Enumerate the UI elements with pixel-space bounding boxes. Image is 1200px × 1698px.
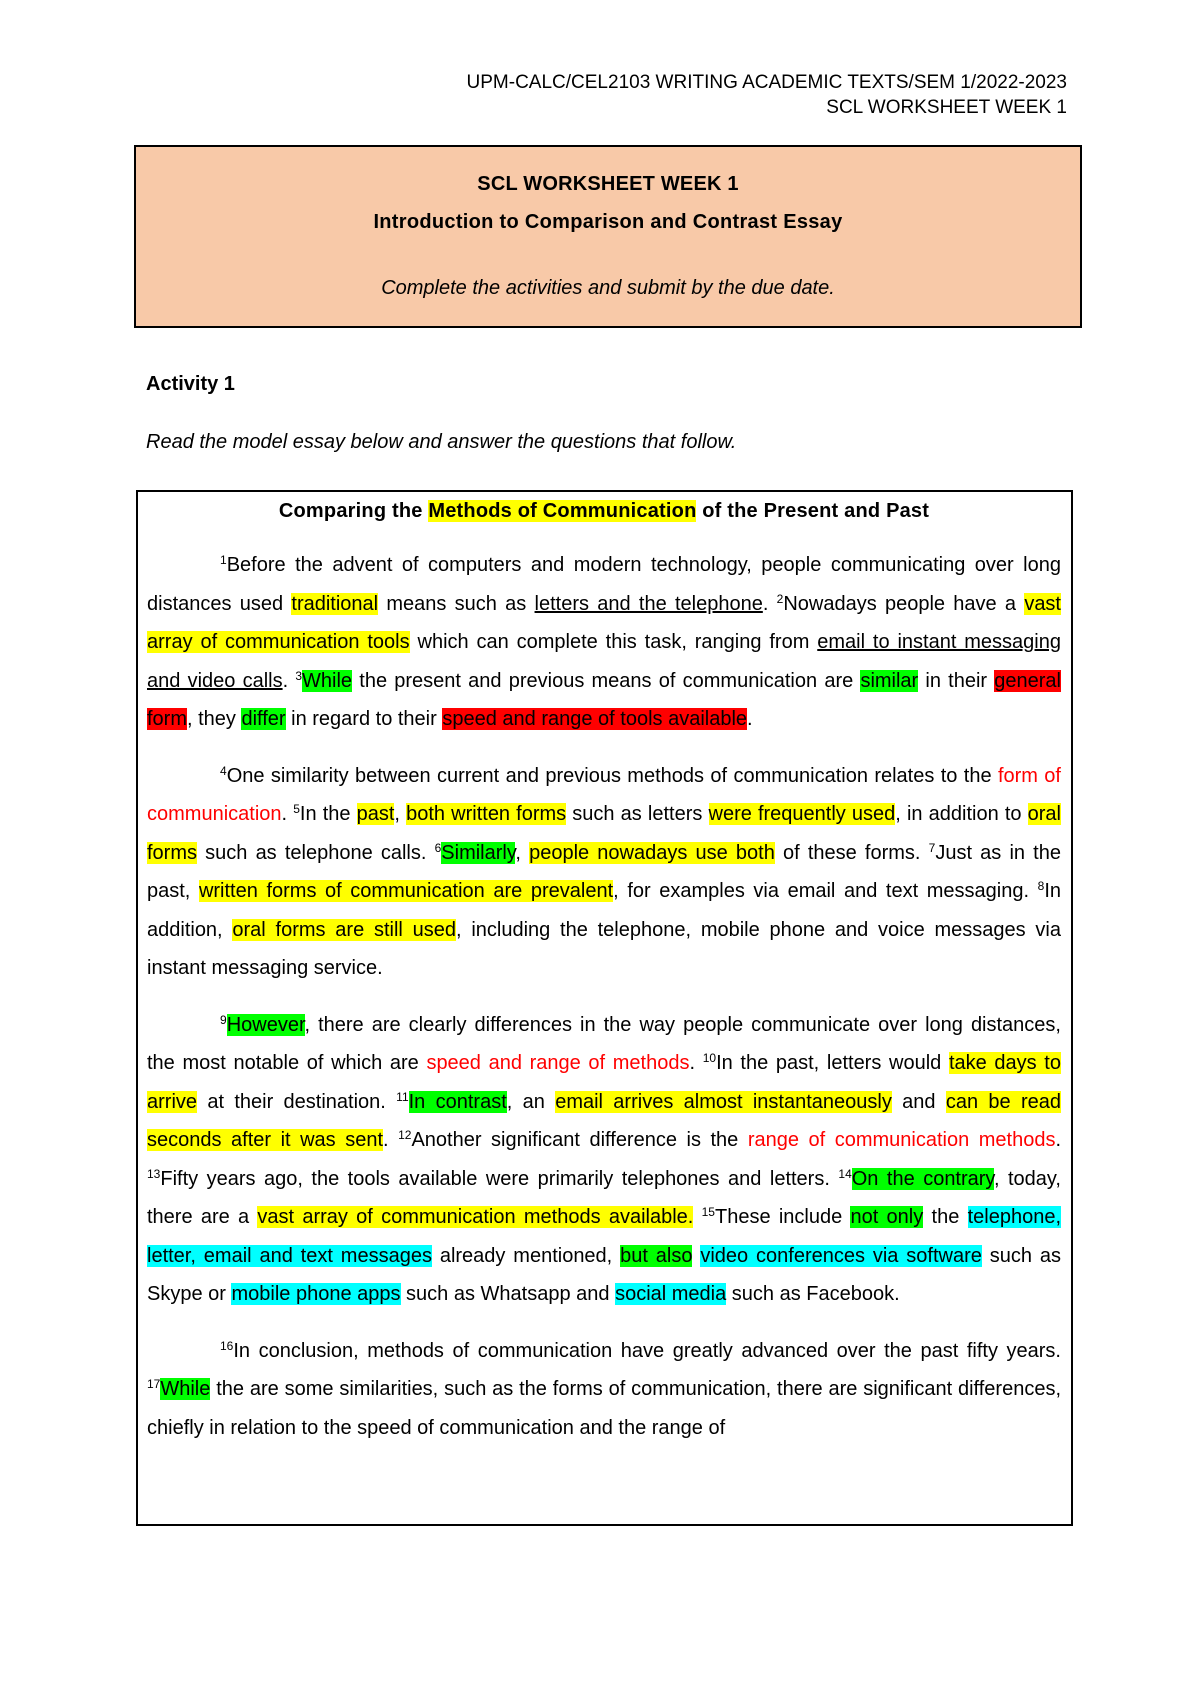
essay-paragraph-similarity [147,757,1061,988]
sentence-text: means such as [378,592,535,615]
highlight-yellow: traditional [291,592,379,615]
highlight-yellow: take days to arrive [147,1052,1061,1113]
highlight-yellow: oral forms are still used [232,918,456,941]
sentence-text: , an [506,1090,556,1113]
highlight-yellow: were frequently used [708,803,896,825]
sentence-text: the are some similarities, such as the forms of communication, there are significant differences, chiefly in relation to the speed of communication and the range of [147,1378,1061,1439]
highlight-green: but also [620,1244,693,1267]
sentence-number: 6 [434,840,442,855]
sentence-text: . [689,1052,703,1074]
highlight-green: On the contrary [851,1167,994,1190]
highlight-red: general form [147,669,1061,730]
highlight-green: However [226,1013,305,1036]
sentence-text: In addition, [147,880,1061,941]
sentence-text: . [282,669,296,692]
sentence-number: 15 [701,1205,715,1219]
sentence-number: 2 [776,591,784,606]
sentence-text: Fifty years ago, the tools available were primarily telephones and letters. [160,1167,839,1190]
essay-title-start: Comparing the [278,500,429,522]
activity-instruction: Read the model essay below and answer the questions that follow. [146,431,737,453]
sentence-text: , in addition to [895,803,1028,825]
sentence-text: , today, there are a [147,1167,1061,1228]
underlined-text: letters and the telephone [534,592,763,615]
sentence-text: . [383,1129,399,1151]
red-text: form of communication [147,764,1061,825]
sentence-text: the present and previous means of communication are [352,669,861,692]
sentence-text: such as Whatsapp and [400,1283,616,1305]
highlight-green: While [302,669,353,692]
sentence-number: 9 [220,1012,227,1027]
sentence-text: , there are clearly differences in the way people communicate over long distances, the most notable of which are [147,1013,1061,1074]
sentence-text: In conclusion, methods of communication have greatly advanced over the past fifty years. [233,1339,1061,1362]
sentence-text: . [762,592,777,615]
title-box [134,145,1082,328]
sentence-number: 4 [220,763,227,778]
highlight-green: similar [860,669,919,692]
sentence-number: 12 [398,1128,412,1142]
essay-paragraph-differences [147,1006,1061,1314]
sentence-text: in their [918,669,995,692]
sentence-text: of these forms. [774,841,929,864]
header-course-line: UPM-CALC/CEL2103 WRITING ACADEMIC TEXTS/SEM 1/2022-2023 [466,72,1067,93]
sentence-text: Another significant difference is the [411,1129,748,1151]
sentence-text: and [891,1090,946,1113]
sentence-number: 16 [220,1338,234,1353]
sentence-text: . [747,708,753,730]
sentence-text: Just as in the past, [147,841,1061,902]
highlight-yellow: both written forms [406,803,567,825]
essay-paragraph-introduction [147,546,1061,739]
highlight-cyan: video conferences via software [700,1244,982,1267]
sentence-text: Before the advent of computers and modern technology, people communicating over long distances used [147,554,1061,615]
sentence-text: , [515,841,530,864]
essay-box [136,490,1073,1526]
sentence-text: such as telephone calls. [197,841,435,864]
sentence-number: 5 [293,802,300,816]
header-worksheet-line: SCL WORKSHEET WEEK 1 [826,97,1067,118]
sentence-text: the [923,1206,968,1228]
sentence-text: such as Skype or [147,1244,1061,1305]
highlight-yellow: can be read seconds after it was sent [147,1090,1061,1151]
sentence-text: These include [714,1206,851,1228]
sentence-number: 1 [220,553,227,567]
essay-paragraph-conclusion [147,1332,1061,1448]
underlined-text: email to instant messaging and video calls [147,631,1061,692]
highlight-green: Similarly [441,841,516,864]
page-header [467,70,1067,120]
activity-heading: Activity 1 [146,373,235,395]
sentence-text [693,1206,701,1228]
highlight-yellow: vast array of communication tools [147,592,1061,653]
highlight-yellow: past [356,803,395,825]
essay-title [147,496,1061,526]
highlight-yellow: oral forms [147,803,1061,864]
highlight-green: differ [241,708,286,730]
sentence-number: 11 [396,1089,409,1104]
sentence-text: in regard to their [285,708,443,730]
sentence-text: such as letters [566,803,709,825]
sentence-number: 10 [702,1051,717,1065]
sentence-text: , including the telephone, mobile phone and voice messages via instant messaging service. [147,918,1061,979]
highlight-red: speed and range of tools available [442,708,748,730]
sentence-number: 3 [295,668,303,683]
sentence-number: 17 [147,1377,161,1391]
highlight-green: In contrast [408,1090,507,1113]
highlight-cyan: telephone, letter, email and text messages [147,1206,1061,1267]
highlight-yellow: vast array of communication methods available. [257,1206,694,1228]
red-text: range of communication methods [747,1129,1056,1151]
essay-title-highlight: Methods of Communication [428,500,697,522]
highlight-cyan: mobile phone apps [231,1283,401,1305]
sentence-text: , for examples via email and text messaging. [613,880,1038,902]
sentence-text: , [394,803,407,825]
highlight-green: While [160,1378,211,1400]
sentence-number: 14 [838,1166,852,1181]
sentence-text: In the past, letters would [716,1052,949,1074]
sentence-text: . [281,803,294,825]
sentence-text: . [1055,1129,1062,1151]
sentence-text: In the [299,803,357,825]
sentence-number: 8 [1037,879,1045,893]
worksheet-title: SCL WORKSHEET WEEK 1 [477,173,739,195]
highlight-yellow: people nowadays use both [529,841,775,864]
sentence-text: One similarity between current and previous methods of communication relates to the [226,764,998,787]
sentence-text: which can complete this task, ranging from [409,631,818,653]
sentence-text: Nowadays people have a [783,592,1025,615]
highlight-yellow: email arrives almost instantaneously [555,1090,892,1113]
red-text: speed and range of methods [426,1052,690,1074]
sentence-text: at their destination. [197,1090,397,1113]
sentence-text: such as Facebook. [726,1283,900,1305]
sentence-text: , they [187,708,242,730]
sentence-number: 13 [147,1166,161,1181]
highlight-green: not only [850,1206,924,1228]
essay-title-end: of the Present and Past [696,500,930,522]
sentence-number: 7 [928,840,936,855]
worksheet-subtitle: Introduction to Comparison and Contrast Essay [373,211,843,233]
highlight-cyan: social media [615,1283,727,1305]
highlight-yellow: written forms of communication are prevalent [198,880,614,902]
worksheet-instruction: Complete the activities and submit by the due date. [381,277,835,299]
sentence-text: already mentioned, [431,1244,621,1267]
